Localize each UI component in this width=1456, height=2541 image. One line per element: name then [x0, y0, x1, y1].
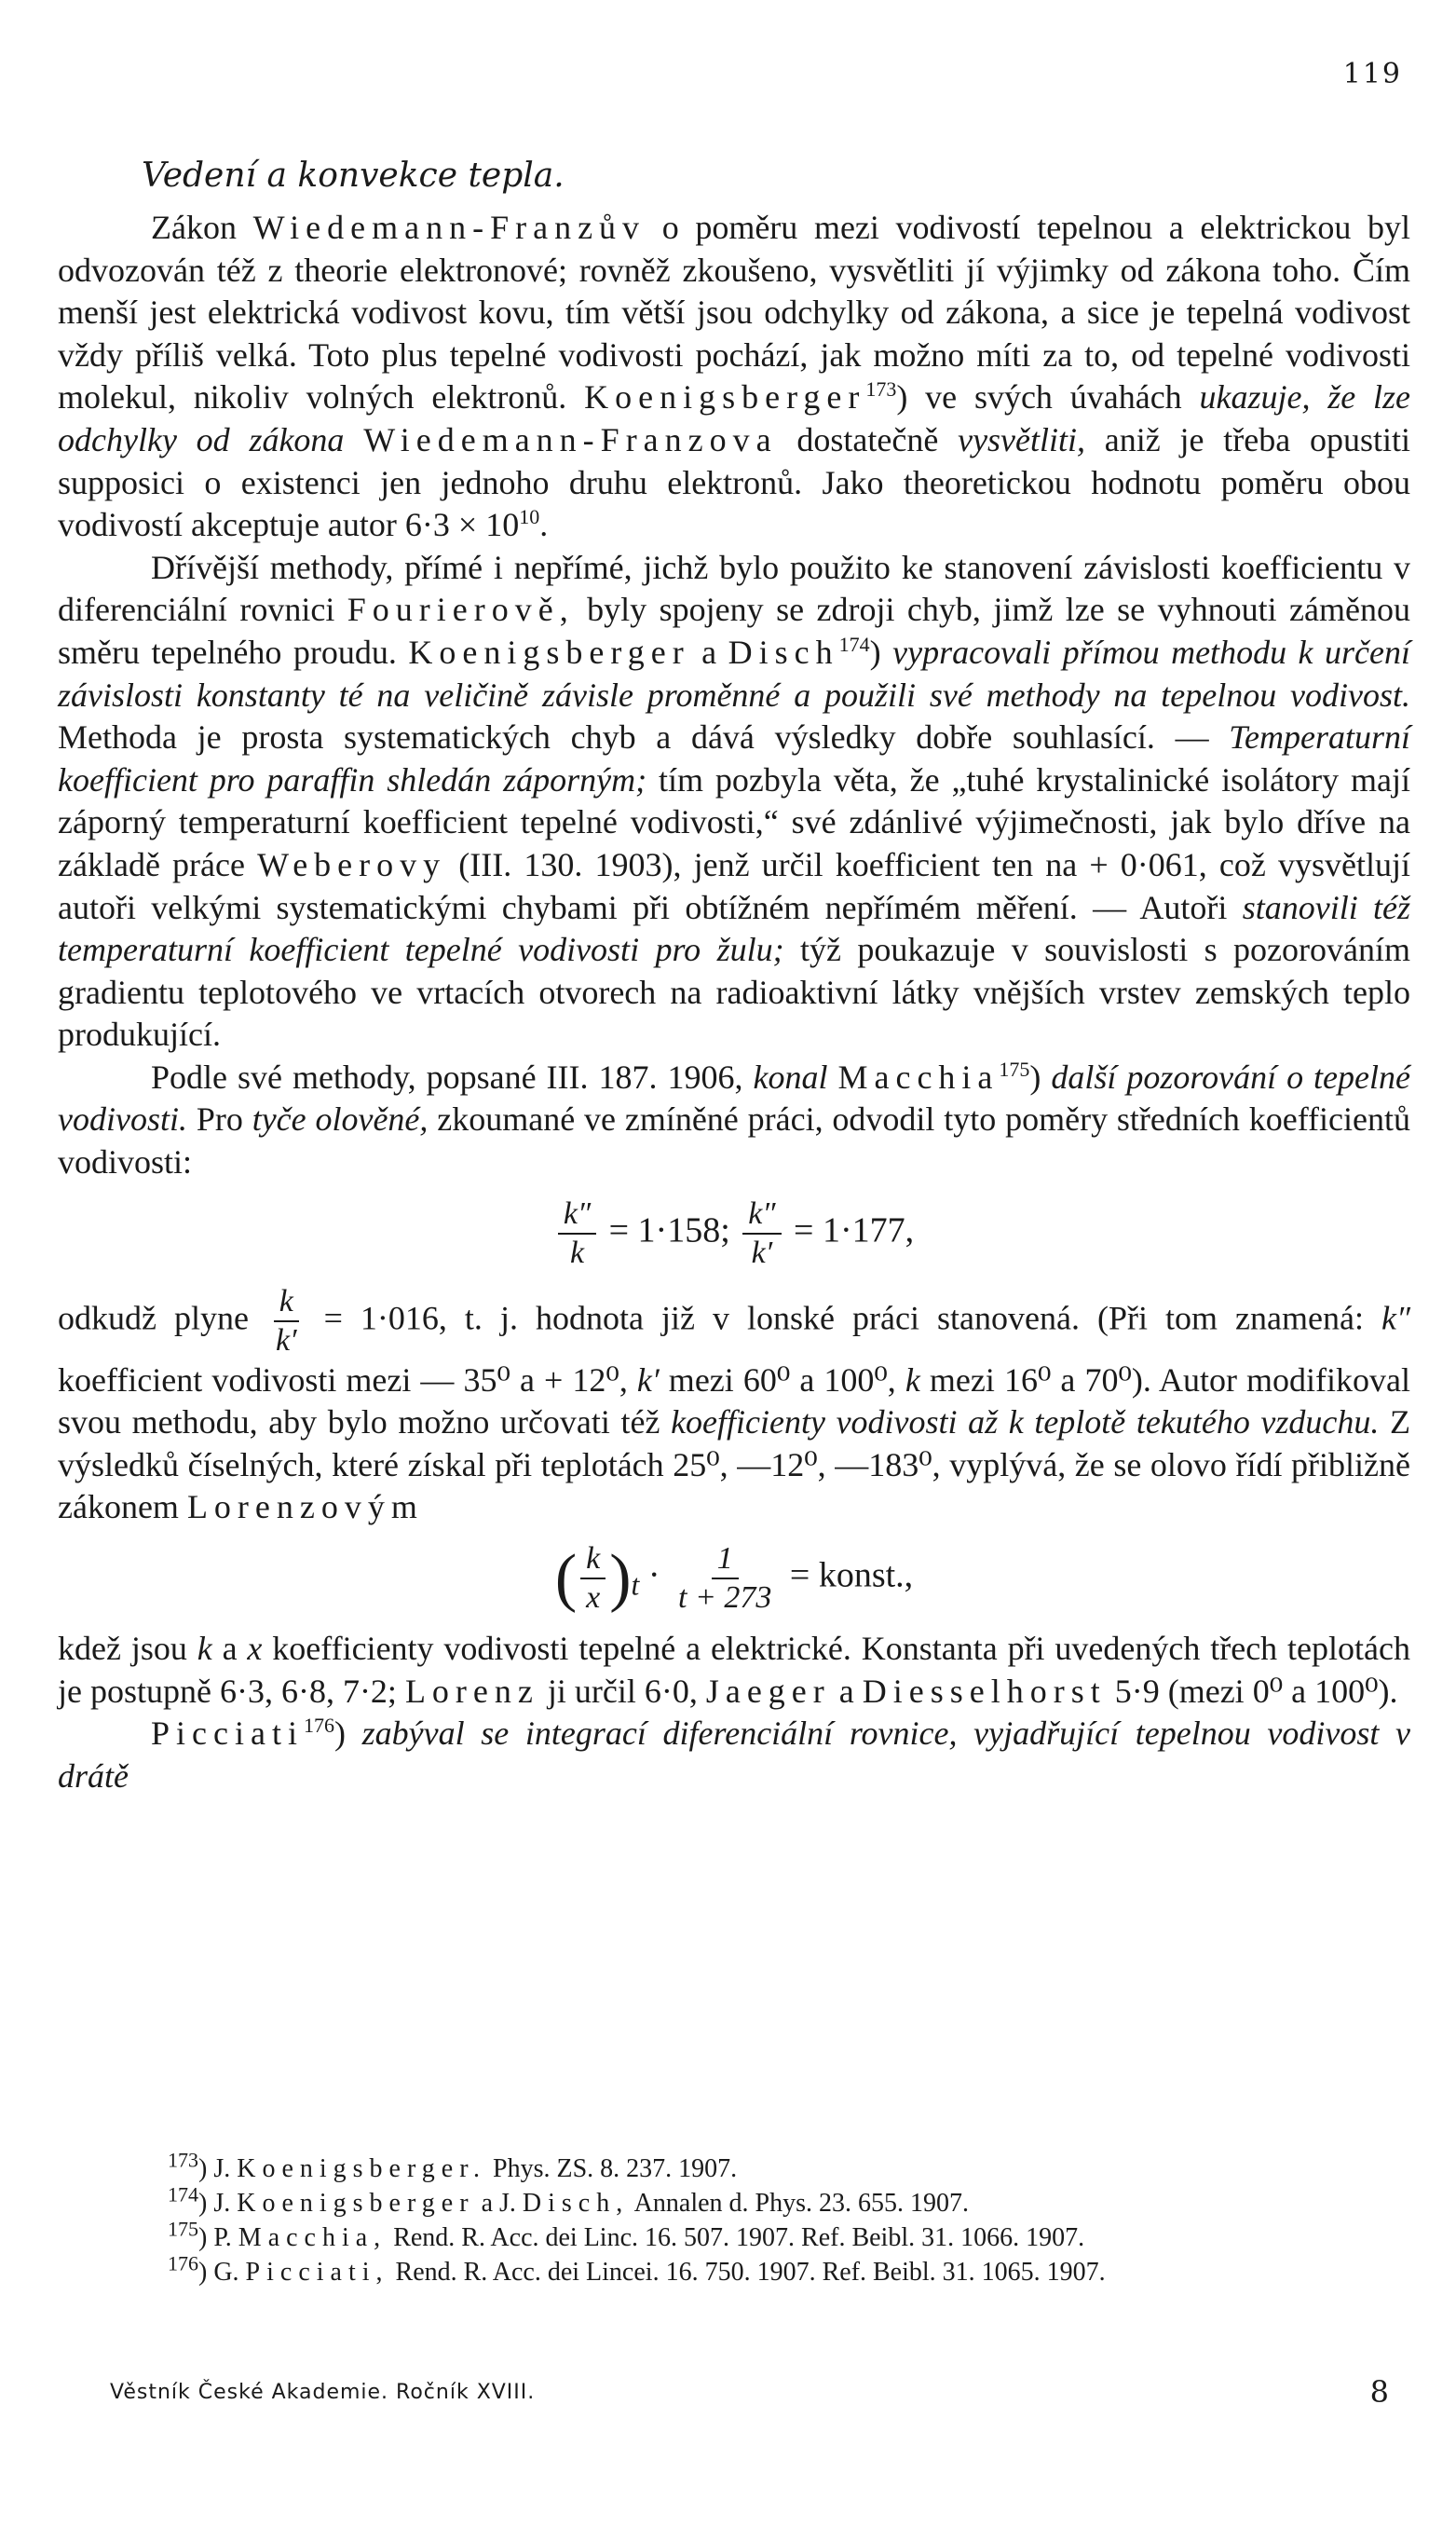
text: Zákon [151, 209, 253, 246]
text: o poměru mezi vodivostí tepelnou a elektrickou byl odvozován též z theorie elektronové; rovněž zkoušeno, vysvětliti jí výjimky od zákona toho. Čím menší jest elektrická vodivost kovu, tím větší jsou odchylky od zákona, a sice je tepelná vodivost vždy příliš velká. Toto plus tepelné vodivosti pochází, jak možno míti za to, od tepelné vodivosti molekul, nikoliv volných elektronů. [58, 209, 1410, 417]
journal-footer: Věstník České Akademie. Ročník XVIII. [110, 2381, 536, 2404]
footnote-ref: 176 [303, 1714, 334, 1738]
author-name: Disch [728, 633, 839, 671]
numerator: k [580, 1540, 606, 1579]
equation-value: = 1·158; [608, 1210, 730, 1250]
text: ) J. [198, 2154, 238, 2183]
text: Annalen d. Phys. 23. 655. 1907. [629, 2189, 969, 2218]
author-name: Lorenz [404, 1672, 539, 1710]
footnote-number: 175 [168, 2217, 198, 2241]
text: Rend. R. Acc. dei Linc. 16. 507. 1907. Ref. Beibl. 31. 1066. 1907. [387, 2223, 1085, 2252]
denominator: x [586, 1580, 601, 1616]
denominator: k′ [751, 1235, 773, 1270]
numerator: k [274, 1283, 299, 1322]
italic-text: konal [753, 1058, 828, 1096]
footnote-ref: 175 [999, 1057, 1030, 1081]
italic-text: k [905, 1360, 920, 1399]
author-name: Koenigsberger [237, 2189, 475, 2218]
footnote [58, 2217, 1410, 2254]
paragraph-5 [58, 1628, 1410, 1713]
text: . [539, 506, 549, 544]
fraction [558, 1195, 596, 1272]
text: (III. 130. 1903), jenž určil koefficient ten na + 0·061, což vysvětlují autoři velkými systematickými chybami při obtížném nepřímém měření. — Autoři [58, 845, 1410, 926]
denominator: k [569, 1235, 585, 1270]
footnote-number: 174 [168, 2182, 198, 2206]
denominator: k′ [276, 1322, 297, 1358]
equation-value: = konst., [789, 1555, 914, 1595]
text: ) [1029, 1058, 1052, 1096]
author-name: Lorenzovým [186, 1488, 424, 1526]
author-name: Wiedemann-Franzův [252, 209, 646, 246]
paragraph-2 [58, 547, 1410, 1057]
text: a J. [474, 2189, 523, 2218]
multiply-dot: · [647, 1555, 660, 1595]
italic-text: Temperaturní koefficient pro paraffin shledán záporným; [58, 718, 1410, 799]
footnote [58, 2182, 1410, 2220]
exponent: 10 [519, 505, 540, 529]
body-text [58, 207, 1410, 1797]
text: odkudž plyne [58, 1298, 267, 1336]
text: ) [869, 633, 893, 671]
text: ) J. [198, 2189, 238, 2218]
text: a [689, 633, 728, 671]
text: byly spojeny se zdroji chyb, jimž lze se vyhnouti záměnou směru tepelného proudu. [58, 591, 1410, 671]
italic-text: x [247, 1630, 263, 1668]
text: koefficient vodivosti mezi — 35⁰ a + 12⁰, [58, 1360, 637, 1399]
equation-value: = 1·177, [794, 1210, 915, 1250]
footnote [58, 2148, 1410, 2185]
text: tím pozbyla věta, že „tuhé krystalinické isolátory mají záporný temperaturní koefficient tepelné vodivosti,“ své zdánlivé výjimečnosti, jak bylo dříve na základě práce [58, 760, 1410, 883]
signature-mark: 8 [1369, 2374, 1389, 2410]
text: týž poukazuje v souvislosti s pozorováním gradientu teplotového ve vrtacích otvorech na radioaktivní látky vnějších vrstev zemských teplo produkující. [58, 931, 1410, 1054]
text [344, 421, 363, 458]
italic-text: koefficienty vodivosti až k teplotě tekutého vzduchu. [671, 1403, 1380, 1441]
italic-text: k′ [636, 1360, 660, 1399]
paragraph-3 [58, 1057, 1410, 1184]
author-name: Wiedemann-Franzova [363, 420, 778, 458]
text: Rend. R. Acc. dei Lincei. 16. 750. 1907. Ref. Beibl. 31. 1065. 1907. [388, 2258, 1106, 2287]
text: ) [333, 1714, 362, 1753]
numerator: k″ [742, 1195, 781, 1235]
footnote-number: 173 [168, 2148, 198, 2172]
italic-text: zabýval se integrací diferenciální rovnice, vyjadřující tepelnou vodivost v drátě [58, 1714, 1410, 1795]
italic-text: ukazuje, že lze odchylky od zákona [58, 378, 1411, 458]
paren-close: ) [609, 1542, 632, 1615]
text: koefficienty vodivosti tepelné a elektrické. Konstanta při uvedených třech teplotách je postupně 6·3, 6·8, 7·2; [58, 1630, 1410, 1710]
text: ) ve svých úvahách [896, 378, 1200, 417]
italic-text: vysvětliti, [958, 420, 1086, 458]
italic-text: další pozorování o tepelné vodivosti. [58, 1058, 1410, 1139]
text: dostatečně [777, 420, 959, 458]
author-name: Macchia, [238, 2223, 388, 2252]
author-name: Picciati, [245, 2258, 389, 2287]
footnote-ref: 173 [865, 377, 897, 402]
text: Pro [186, 1100, 252, 1139]
text: Dřívější methody, přímé i nepřímé, jichž bylo použito ke stanovení závislosti koefficientu v diferenciální rovnici [58, 548, 1410, 629]
section-title: Vedení a konvekce tepla. [142, 157, 565, 195]
text: ) P. [198, 2223, 238, 2252]
text: = 1·016, t. j. hodnota již v lonské práci stanovená. (Při tom znamená: [306, 1298, 1381, 1336]
paren-open: ( [554, 1542, 578, 1615]
author-name: Macchia [837, 1058, 1000, 1096]
author-name: Weberovy [257, 845, 447, 883]
paragraph-4 [58, 1283, 1410, 1529]
author-name: Koenigsberger. [237, 2154, 487, 2183]
numerator: k″ [558, 1195, 596, 1235]
text: mezi 60⁰ a 100⁰, [659, 1360, 905, 1399]
text: 5·9 (mezi 0⁰ a 100⁰). [1106, 1672, 1398, 1710]
text: Podle své methody, popsané III. 187. 1906, [151, 1058, 754, 1096]
text: mezi 16⁰ a 70⁰). Autor modifikoval svou methodu, aby bylo možno určovati též [58, 1360, 1410, 1441]
paragraph-6 [58, 1713, 1410, 1797]
text: Methoda je prosta systematických chyb a dává výsledky dobře souhlasící. — [58, 718, 1230, 757]
fraction [270, 1283, 303, 1359]
italic-text: tyče olověné, [252, 1100, 429, 1139]
fraction [580, 1540, 606, 1617]
text: Phys. ZS. 8. 237. 1907. [486, 2154, 738, 2183]
equation-ratios [58, 1195, 1410, 1272]
italic-text: stanovili též temperaturní koefficient tepelné vodivosti pro žulu; [58, 888, 1410, 969]
italic-text: k″ [1381, 1298, 1410, 1336]
author-name: Picciati [151, 1714, 304, 1753]
text: zkoumané ve zmíněné práci, odvodil tyto poměry středních koefficientů vodivosti: [58, 1100, 1410, 1182]
numerator: 1 [712, 1540, 739, 1579]
equation-lorenz [58, 1540, 1410, 1617]
italic-text: k [197, 1630, 212, 1668]
footnotes [58, 2148, 1410, 2290]
text: Z výsledků číselných, které získal při teplotách 25⁰, —12⁰, —183⁰, vyplývá, že se olovo řídí přibližně zákonem [58, 1403, 1410, 1526]
denominator: t + 273 [678, 1580, 772, 1616]
author-name: Koenigsberger [584, 378, 866, 417]
text: kdež jsou [58, 1630, 197, 1668]
text [827, 1059, 837, 1096]
text: a [211, 1630, 248, 1668]
author-name: Jaeger [705, 1672, 831, 1710]
italic-text: vypracovali přímou methodu k určení závislosti konstanty té na veličině závisle proměnné a použili své methody na tepelnou vodivost. [58, 633, 1411, 714]
fraction [673, 1540, 777, 1617]
footnote [58, 2251, 1410, 2288]
text: aniž je třeba opustiti supposici o existenci jen jednoho druhu elektronů. Jako theoretickou hodnotu poměru obou vodivostí akceptuje autor 6·3 × 10 [58, 420, 1410, 544]
paragraph-1 [58, 207, 1410, 547]
fraction [742, 1195, 781, 1272]
text: a [830, 1672, 863, 1710]
author-name: Fourierově, [347, 591, 575, 629]
text: ) G. [198, 2258, 246, 2287]
footnote-number: 176 [168, 2251, 198, 2275]
author-name: Koenigsberger [408, 633, 690, 671]
page-number: 119 [1342, 58, 1402, 90]
footnote-ref: 174 [838, 632, 870, 656]
author-name: Disch, [522, 2189, 630, 2218]
text: ji určil 6·0, [538, 1672, 706, 1710]
subscript: t [631, 1568, 640, 1602]
author-name: Diesselhorst [862, 1672, 1107, 1710]
